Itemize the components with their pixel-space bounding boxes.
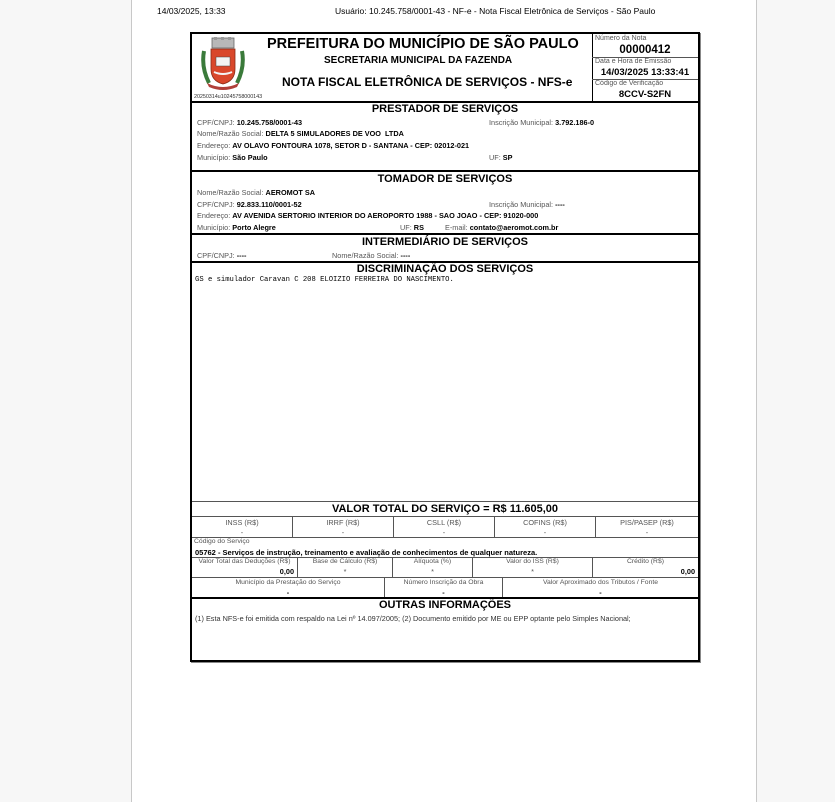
prestador-cnpj	[197, 118, 302, 127]
label: Nome/Razão Social:	[197, 129, 264, 138]
inscricao-obra-value: -	[442, 588, 445, 597]
municipio-prestacao-label: Município da Prestação do Serviço	[235, 579, 341, 586]
print-datetime: 14/03/2025, 13:33	[157, 6, 226, 16]
intermediario-cnpj	[197, 251, 246, 260]
header-nfse-title: NOTA FISCAL ELETRÔNICA DE SERVIÇOS - NFS-e	[282, 75, 573, 89]
divider	[192, 170, 698, 172]
value: ----	[236, 251, 247, 260]
header-prefeitura: PREFEITURA DO MUNICÍPIO DE SÃO PAULO	[267, 36, 579, 52]
prestador-nome	[197, 129, 404, 138]
csll-label: CSLL (R$)	[426, 518, 462, 527]
value: AV OLAVO FONTOURA 1078, SETOR D - SANTANA - CEP: 02012-021	[232, 141, 470, 150]
tomador-email	[445, 223, 558, 232]
tributos-aproximados-value: -	[599, 588, 602, 597]
nfse-document	[190, 32, 700, 662]
value: Porto Alegre	[232, 223, 276, 232]
cofins-value: -	[543, 528, 547, 537]
label: CPF/CNPJ:	[197, 118, 235, 127]
label: UF:	[489, 153, 501, 162]
numero-label: Número da Nota	[595, 35, 647, 42]
pis-pasep-value: -	[645, 528, 649, 537]
value: 10.245.758/0001-43	[236, 118, 303, 127]
label: Nome/Razão Social:	[332, 251, 399, 260]
codigo-verificacao-label: Código de Verificação	[595, 80, 664, 87]
prestador-uf	[489, 153, 513, 162]
value: AEROMOT SA	[265, 188, 316, 197]
base-calculo-label: Base de Cálculo (R$)	[312, 558, 378, 565]
label: Endereço:	[197, 211, 231, 220]
value: RS	[413, 223, 424, 232]
label: Nome/Razão Social:	[197, 188, 264, 197]
tomador-municipio	[197, 223, 276, 232]
divider	[192, 537, 698, 538]
valor-iss-label: Valor do ISS (R$)	[506, 558, 559, 565]
codigo-servico-value: 05762 - Serviços de instrução, treinamento e avaliação de conhecimentos de qualquer natureza.	[195, 548, 538, 557]
value: 3.792.186-0	[555, 118, 595, 127]
coat-of-arms-icon	[199, 37, 247, 93]
irrf-label: IRRF (R$)	[326, 518, 360, 527]
value: SP	[502, 153, 513, 162]
value: São Paulo	[232, 153, 268, 162]
tomador-cnpj	[197, 200, 302, 209]
label: CPF/CNPJ:	[197, 251, 235, 260]
label: Município:	[197, 223, 231, 232]
intermediario-nome	[332, 251, 410, 260]
value[interactable]: contato@aeromot.com.br	[469, 223, 559, 232]
print-title: Usuário: 10.245.758/0001-43 - NF-e - Nota Fiscal Eletrônica de Serviços - São Paulo	[335, 6, 656, 16]
label: E-mail:	[445, 223, 468, 232]
cofins-label: COFINS (R$)	[523, 518, 567, 527]
credito-value: 0,00	[680, 567, 695, 576]
logo-caption: 20250314u10245758000143	[194, 94, 263, 100]
coat-of-arms-logo	[199, 37, 247, 93]
prestador-title: PRESTADOR DE SERVIÇOS	[371, 103, 519, 115]
prestador-municipio	[197, 153, 268, 162]
inscricao-obra-label: Número Inscrição da Obra	[403, 579, 484, 586]
discriminacao-text: GS e simulador Caravan C 208 ELOIZIO FERREIRA DO NASCIMENTO.	[195, 276, 454, 284]
pis-pasep-label: PIS/PASEP (R$)	[620, 518, 674, 527]
header-secretaria: SECRETARIA MUNICIPAL DA FAZENDA	[324, 55, 513, 66]
label: UF:	[400, 223, 412, 232]
value: AV AVENIDA SERTORIO INTERIOR DO AEROPORTO 1988 - SAO JOAO - CEP: 91020-000	[232, 211, 539, 220]
value: ----	[400, 251, 411, 260]
label: Inscrição Municipal:	[489, 118, 554, 127]
codigo-servico-label: Código do Serviço	[194, 538, 250, 545]
aliquota-label: Alíquota (%)	[413, 558, 452, 565]
tomador-endereco	[197, 211, 538, 220]
intermediario-title: INTERMEDIÁRIO DE SERVIÇOS	[361, 236, 529, 248]
irrf-value: -	[341, 528, 345, 537]
prestador-endereco	[197, 141, 469, 150]
value: ----	[555, 200, 565, 209]
data-emissao-value: 14/03/2025 13:33:41	[600, 67, 690, 78]
inss-value: -	[240, 528, 244, 537]
aliquota-value: *	[431, 567, 434, 576]
data-emissao-label: Data e Hora de Emissão	[595, 58, 672, 65]
outras-informacoes-text: (1) Esta NFS-e foi emitida com respaldo na Lei nº 14.097/2005; (2) Documento emitido por ME ou EPP optante pelo Simples Nacional;	[195, 614, 631, 623]
label: CPF/CNPJ:	[197, 200, 235, 209]
tomador-nome	[197, 188, 315, 197]
valor-iss-value: *	[531, 567, 534, 576]
inss-label: INSS (R$)	[225, 518, 259, 527]
deducoes-label: Valor Total das Deduções (R$)	[198, 558, 291, 565]
valor-total: VALOR TOTAL DO SERVIÇO = R$ 11.605,00	[331, 503, 559, 515]
label: Inscrição Municipal:	[489, 200, 554, 209]
tributos-aproximados-label: Valor Aproximado dos Tributos / Fonte	[542, 579, 659, 586]
divider	[192, 577, 698, 578]
municipio-prestacao-value: -	[286, 588, 290, 597]
csll-value: -	[442, 528, 446, 537]
prestador-im	[489, 118, 594, 127]
tomador-uf	[400, 223, 424, 232]
value: 92.833.110/0001-52	[236, 200, 302, 209]
outras-informacoes-title: OUTRAS INFORMAÇÕES	[379, 599, 511, 611]
discriminacao-title: DISCRIMINAÇÃO DOS SERVIÇOS	[356, 263, 534, 275]
divider	[192, 516, 698, 517]
label: Endereço:	[197, 141, 231, 150]
numero-value: 00000412	[619, 44, 671, 56]
credito-label: Crédito (R$)	[626, 558, 664, 565]
tomador-title: TOMADOR DE SERVIÇOS	[377, 173, 513, 185]
base-calculo-value: *	[343, 567, 347, 576]
tomador-im	[489, 200, 565, 209]
label: Município:	[197, 153, 231, 162]
value: DELTA 5 SIMULADORES DE VOO LTDA	[265, 129, 404, 138]
codigo-verificacao-value: 8CCV-S2FN	[618, 89, 672, 100]
deducoes-value: 0,00	[279, 567, 294, 576]
divider	[192, 233, 698, 235]
divider	[192, 501, 698, 502]
